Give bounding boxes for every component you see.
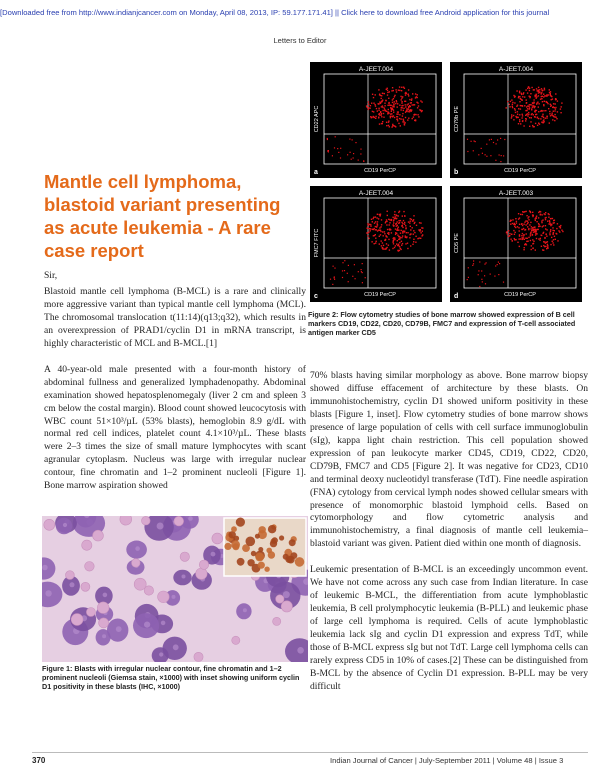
journal-info: Indian Journal of Cancer | July-September 2011 | Volume 48 | Issue 3 bbox=[330, 756, 564, 765]
paragraph: 70% blasts having similar morphology as above. Bone marrow biopsy showed diffuse effacement of architecture by these blasts. On immunohistochemistry, cyclin D1 showed uniform positivity in these blasts [Figure 1, inset]. Flow cytometry studies of bone marrow shows presence of large population of cells with cell surface immunoglobulin (sIg), kappa light chain restriction. This cell population showed expression of pan leukocyte marker CD45, CD19, CD22, CD20, CD79B, FMC7 and CD5 [Figure 2]. It was negative for CD23, CD10 and terminal deoxy nucleotidyl transferase (TdT). Fine needle aspiration (FNA) cytology from cervical lymph nodes showed cellular smears with presence of monomorphic blastoid lymphoid cells. Based on cytomorphology and flow cytometric analysis and immunohistochemistry, a final diagnosis of mantle cell leukemia–blastoid variant was given. Patient died within one month of diagnosis. bbox=[310, 370, 588, 550]
x-axis-label: CD19 PerCP bbox=[504, 292, 536, 298]
download-info: [Downloaded free from http://www.indianjcancer.com on Monday, April 08, 2013, IP: 59.177.171.41] bbox=[0, 8, 333, 17]
figure-2-caption: Figure 2: Flow cytometry studies of bone marrow showed expression of B cell markers CD19, CD22, CD20, CD79B, FMC7 and expression of T-cell associated antigen marker CD5 bbox=[308, 310, 576, 337]
event-cluster bbox=[467, 86, 563, 162]
x-axis-label: CD19 PerCP bbox=[364, 168, 396, 174]
y-axis-label: FMC7 FITC bbox=[314, 228, 320, 258]
banner-separator: || bbox=[332, 8, 342, 17]
event-cluster bbox=[467, 210, 564, 287]
footer-divider bbox=[32, 752, 588, 753]
panel-header: A-JEET.004 bbox=[358, 66, 394, 73]
plot-frame bbox=[324, 74, 436, 164]
figure-1-caption: Figure 1: Blasts with irregular nuclear contour, fine chromatin and 1–2 prominent nucleoli (Giemsa stain, ×1000) with inset showing uniform cyclin D1 positivity in these blasts (IHC, ×1000) bbox=[42, 664, 300, 691]
panel-letter: c bbox=[314, 293, 318, 300]
y-axis-label: CD79b PE bbox=[454, 106, 460, 132]
article-title: Mantle cell lymphoma, blastoid variant presenting as acute leukemia - A rare case report bbox=[44, 171, 281, 261]
flow-panel-c bbox=[310, 186, 442, 302]
event-cluster bbox=[330, 211, 424, 285]
ihc-inset bbox=[224, 518, 306, 577]
flow-panel-a bbox=[310, 62, 442, 178]
flow-panel-b bbox=[450, 62, 582, 178]
plot-frame bbox=[324, 198, 436, 288]
x-axis-label: CD19 PerCP bbox=[504, 168, 536, 174]
plot-frame bbox=[464, 74, 576, 164]
right-column-text bbox=[310, 370, 588, 707]
panel-letter: a bbox=[314, 169, 318, 176]
panel-header: A-JEET.004 bbox=[358, 190, 394, 197]
paragraph: A 40-year-old male presented with a four-month history of abdominal fullness and generalized lymphadenopathy. Abdominal examination showed hepatosplenomegaly (liver 2 cm and spleen 3 cm below the costal margin). Blood count showed leucocytosis with WBC count 51×10³/µL (53% blasts), hemoglobin 8.9 g/dL with normal red cell indices, platelet count 4.1×10³/µL. These blasts were 2–3 times the size of small mature lymphocytes with scant agranular cytoplasm. Nucleus was large with irregular nuclear contour, fine chromatin and 1–2 prominent nucleoli [Figure 1]. Bone marrow aspiration showed bbox=[44, 363, 306, 492]
event-cluster bbox=[327, 86, 423, 162]
panel-header: A-JEET.003 bbox=[498, 190, 534, 197]
y-axis-label: CD5 PE bbox=[454, 233, 460, 253]
left-column-text bbox=[44, 270, 306, 506]
paragraph: Sir, bbox=[44, 270, 58, 281]
download-banner bbox=[0, 8, 600, 17]
x-axis-label: CD19 PerCP bbox=[364, 292, 396, 298]
page-number: 370 bbox=[32, 756, 46, 765]
panel-header: A-JEET.004 bbox=[498, 66, 534, 73]
figure-1-micrograph bbox=[42, 516, 308, 662]
section-label: Letters to Editor bbox=[273, 36, 327, 45]
panel-letter: d bbox=[454, 293, 459, 300]
y-axis-label: CD22 APC bbox=[314, 105, 320, 133]
paragraph: Blastoid mantle cell lymphoma (B-MCL) is a rare and clinically more aggressive variant than typical mantle cell lymphoma (MCL). The chromosomal translocation t(11:14)(q13;q32), which results in an overexpression of PRAD1/cyclin D1 in mRNA transcript, is highly characteristic of MCL and B-MCL.[1] bbox=[44, 285, 306, 349]
panel-letter: b bbox=[454, 169, 459, 176]
android-app-link[interactable]: Click here to download free Android application for this journal bbox=[341, 8, 550, 17]
paragraph: Leukemic presentation of B-MCL is an exceedingly uncommon event. We have not come across any such case from Indian literature. In case of leukemic B-MCL, the differentiation from acute lymphoblastic leukemia, B cell prolymphocytic leukemia (B-PLL) and leukemic phase of large cell lymphoma is required. Cells of acute lymphoblastic leukemia lack sIg and cyclin D1 expression and express TdT, while those of B-MCL express sIg but not TdT. Large cell lymphoma cells can rarely express CD5 in 10% of cases.[2] These can be distinguished from B-MCL by the absence of Cyclin D1 expression. B-PLL may be very difficult bbox=[310, 564, 588, 692]
figure-2-flow-cytometry bbox=[308, 62, 588, 306]
flow-panel-d bbox=[450, 186, 582, 302]
plot-frame bbox=[464, 198, 576, 288]
